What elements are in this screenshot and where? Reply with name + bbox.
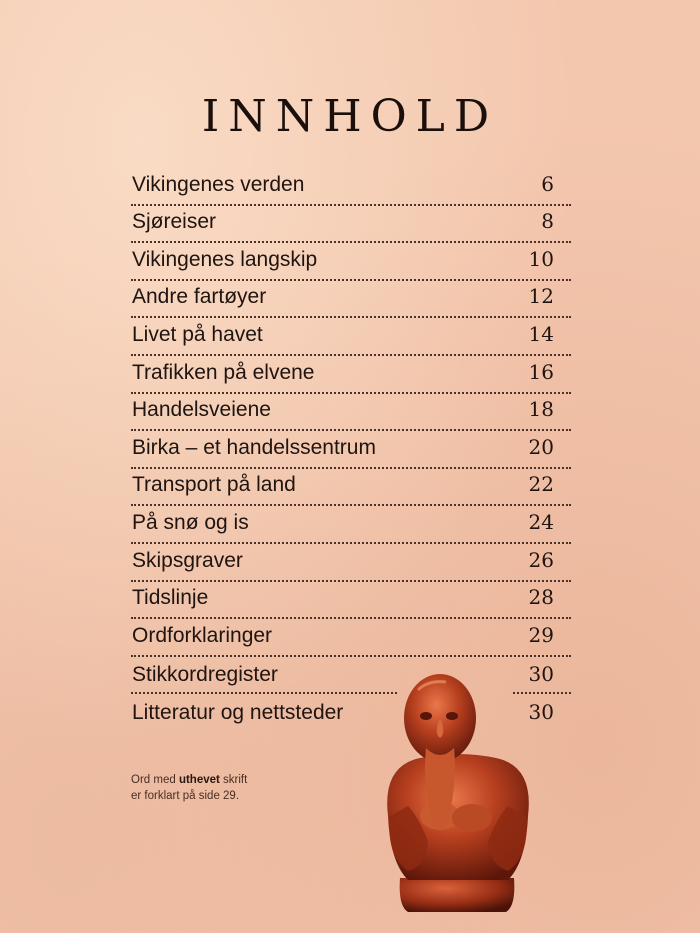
toc-row[interactable]	[131, 206, 571, 244]
toc-entry-title: På snø og is	[132, 510, 249, 534]
toc-page-number: 28	[528, 585, 554, 610]
amber-viking-figurine-image	[368, 666, 548, 916]
toc-entry-title: Livet på havet	[132, 322, 263, 346]
toc-row[interactable]	[131, 469, 571, 507]
toc-row[interactable]	[131, 243, 571, 281]
toc-page-number: 29	[528, 622, 554, 647]
toc-row[interactable]	[131, 394, 571, 432]
table-of-contents	[131, 168, 571, 732]
toc-page-number: 22	[528, 472, 554, 497]
glossary-note	[131, 772, 311, 804]
toc-page-number: 26	[528, 547, 554, 572]
toc-page-number: 8	[541, 209, 554, 234]
toc-row[interactable]	[131, 506, 571, 544]
toc-entry-title: Ordforklaringer	[132, 623, 273, 647]
page-title: INNHOLD	[201, 91, 499, 143]
toc-page-number: 20	[528, 434, 554, 459]
toc-page-number: 30	[528, 662, 554, 687]
toc-page-number: 14	[528, 321, 554, 346]
toc-entry-title: Transport på land	[132, 473, 296, 497]
toc-page-number: 6	[541, 171, 554, 196]
note-text-suffix: skrift	[219, 774, 248, 786]
toc-page-number: 24	[528, 509, 554, 534]
toc-entry-title: Birka – et handelssentrum	[132, 435, 376, 459]
toc-entry-title: Tidslinje	[132, 586, 209, 610]
toc-page-number: 12	[528, 284, 554, 309]
toc-page-number: 16	[528, 359, 554, 384]
toc-entry-title: Andre fartøyer	[132, 285, 267, 309]
toc-row[interactable]	[131, 318, 571, 356]
note-text-line2: er forklart på side 29.	[131, 790, 240, 802]
note-bold-word: uthevet	[178, 774, 220, 786]
toc-page-number: 18	[528, 397, 554, 422]
toc-entry-title: Skipsgraver	[132, 548, 243, 572]
toc-entry-title: Trafikken på elvene	[132, 360, 315, 384]
toc-entry-title: Stikkordregister	[132, 663, 278, 687]
toc-row[interactable]	[131, 431, 571, 469]
toc-page-number: 10	[528, 246, 554, 271]
toc-entry-title: Handelsveiene	[132, 398, 271, 422]
note-text-prefix: Ord med	[131, 774, 179, 786]
toc-entry-title: Vikingenes verden	[132, 172, 305, 196]
toc-entry-title: Sjøreiser	[132, 210, 217, 234]
toc-row[interactable]	[131, 168, 571, 206]
toc-row[interactable]	[131, 544, 571, 582]
toc-page-number: 30	[528, 699, 554, 724]
toc-row[interactable]	[131, 582, 571, 620]
toc-row[interactable]	[131, 281, 571, 319]
toc-entry-title: Vikingenes langskip	[132, 247, 318, 271]
toc-entry-title: Litteratur og nettsteder	[132, 700, 344, 724]
toc-row[interactable]	[131, 356, 571, 394]
toc-row[interactable]	[131, 619, 571, 657]
